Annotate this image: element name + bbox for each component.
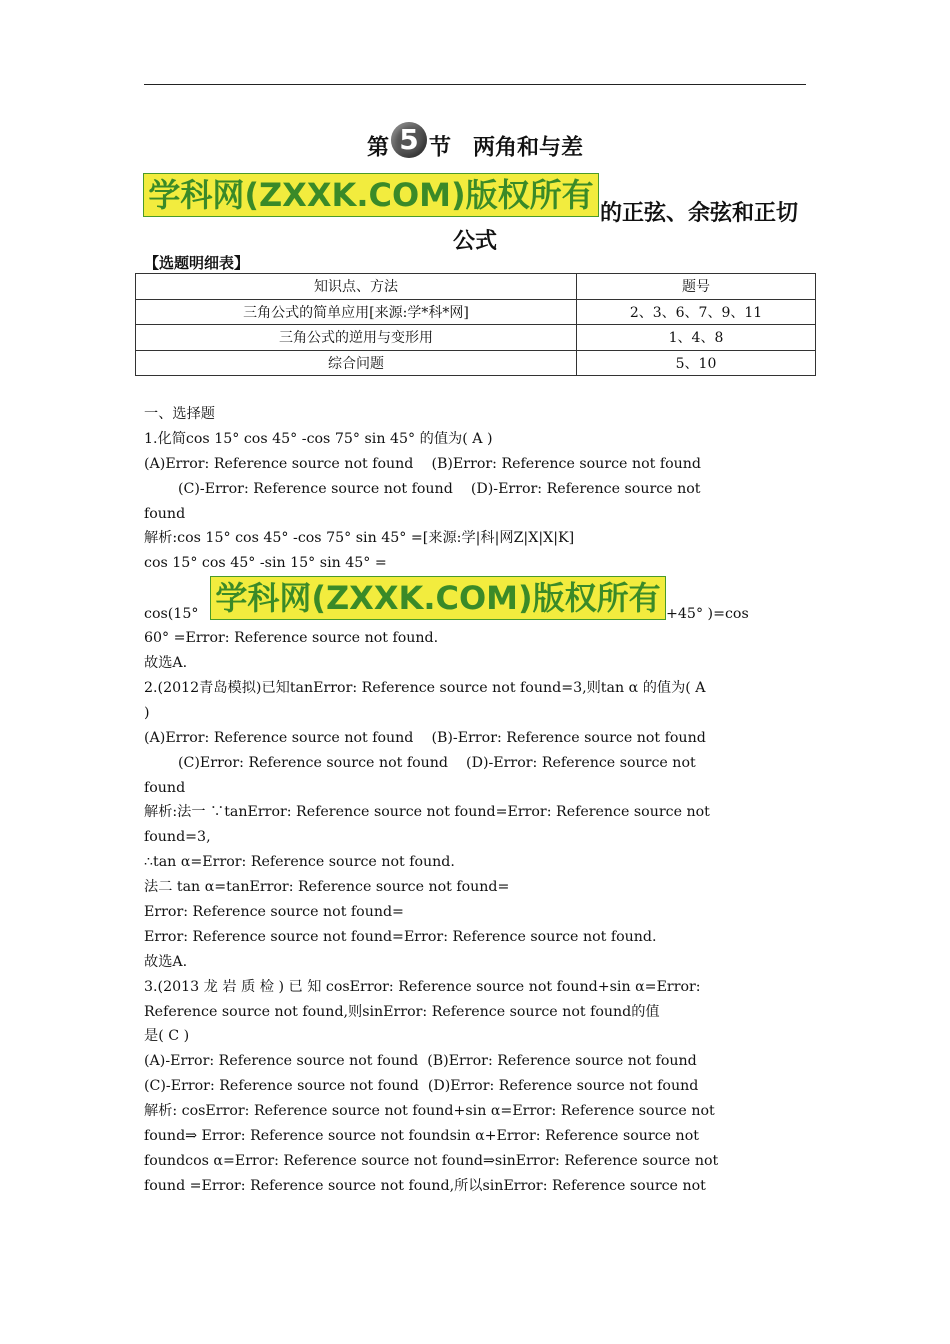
title-prefix: 第 [366,135,389,161]
q3-options-cd [144,1074,806,1099]
q2-option-b: (B)-Error: Reference source not found [431,729,706,746]
q2-solution-4: 法二 tan α=tanError: Reference source not found= [144,879,510,896]
q2-option-d: (D)-Error: Reference source not [466,754,696,771]
table-row [136,350,816,376]
section-number-badge: 5 [391,122,427,158]
q3-stem-2: Reference source not found,则sinError: Reference source not found的值 [144,1003,660,1020]
table-header-row [136,274,816,300]
q1-solution-3b: +45° )=cos [666,606,749,623]
table-cell: 2、3、6、7、9、11 [577,299,816,325]
q1-stem: 1.化简cos 15° cos 45° -cos 75° sin 45° 的值为( A ) [144,430,493,447]
q3-solution-4: found =Error: Reference source not found,所以sinError: Reference source not [144,1177,706,1194]
table-cell: 1、4、8 [577,325,816,351]
section-title [0,123,950,164]
q1-option-d: (D)-Error: Reference source not [470,480,701,497]
q2-option-c: (C)Error: Reference source not found [178,754,448,771]
q3-option-a: (A)-Error: Reference source not found [144,1053,419,1070]
q1-solution-2: cos 15° cos 45° -sin 15° sin 45° = [144,555,387,572]
watermark-banner: 学科网(ZXXK.COM)版权所有 [143,173,599,217]
table-header-cell: 知识点、方法 [136,274,577,300]
title-suffix: 节 [428,135,451,161]
q2-stem-cont: ) [144,704,150,721]
q3-option-d: (D)Error: Reference source not found [427,1078,699,1095]
table-row [136,299,816,325]
title-continuation: 的正弦、余弦和正切 [600,201,799,226]
table-cell: 综合问题 [136,350,577,376]
q1-answer: 故选A. [144,655,188,672]
q1-option-a: (A)Error: Reference source not found [144,455,414,472]
q1-solution-1: 解析:cos 15° cos 45° -cos 75° sin 45° =[来源:学|科|网Z|X|X|K] [144,530,575,547]
q1-solution-3a: cos(15° [144,606,199,623]
q1-option-b: (B)Error: Reference source not found [431,455,701,472]
q3-stem-1: 3.(2013 龙 岩 质 检 ) 已 知 cosError: Reference source not found+sin α=Error: [144,978,701,995]
q2-options-cd [144,751,806,776]
q1-option-c: (C)-Error: Reference source not found [178,480,453,497]
q2-solution-3: ∴tan α=Error: Reference source not found. [144,854,455,871]
watermark-banner-inline: 学科网(ZXXK.COM)版权所有 [210,576,666,620]
header-rule [144,84,806,85]
q3-options-ab [144,1049,806,1074]
title-end: 公式 [452,229,497,254]
q2-stem: 2.(2012青岛模拟)已知tanError: Reference source not found=3,则tan α 的值为( A [144,680,706,697]
section-heading: 一、选择题 [144,406,215,422]
topic-table [135,273,816,376]
table-cell: 5、10 [577,350,816,376]
table-row [136,325,816,351]
q1-options-ab [144,452,806,477]
q3-solution-2: found⇒ Error: Reference source not foundsin α+Error: Reference source not [144,1128,699,1145]
q2-answer: 故选A. [144,953,188,970]
q3-stem-3: 是( C ) [144,1028,190,1045]
q2-solution-1: 解析:法一 ∵tanError: Reference source not found=Error: Reference source not [144,804,710,821]
q3-option-c: (C)-Error: Reference source not found [144,1078,419,1095]
table-label: 【选题明细表】 [144,254,250,272]
table-header-cell: 题号 [577,274,816,300]
q2-option-d-cont: found [144,779,186,796]
q1-options-cd [144,477,806,502]
table-cell: 三角公式的简单应用[来源:学*科*网] [136,299,577,325]
q2-option-a: (A)Error: Reference source not found [144,729,414,746]
table-cell: 三角公式的逆用与变形用 [136,325,577,351]
document-body [144,402,806,1199]
q1-option-d-cont: found [144,505,186,522]
q1-solution-4: 60° =Error: Reference source not found. [144,630,439,647]
q3-solution-3: foundcos α=Error: Reference source not found⇒sinError: Reference source not [144,1152,719,1169]
q3-solution-1: 解析: cosError: Reference source not found+sin α=Error: Reference source not [144,1103,715,1120]
q2-solution-2: found=3, [144,829,211,846]
title-main: 两角和与差 [473,135,584,161]
q3-option-b: (B)Error: Reference source not found [427,1053,697,1070]
q2-options-ab [144,726,806,751]
q2-solution-6: Error: Reference source not found=Error: Reference source not found. [144,928,657,945]
q2-solution-5: Error: Reference source not found= [144,904,404,921]
